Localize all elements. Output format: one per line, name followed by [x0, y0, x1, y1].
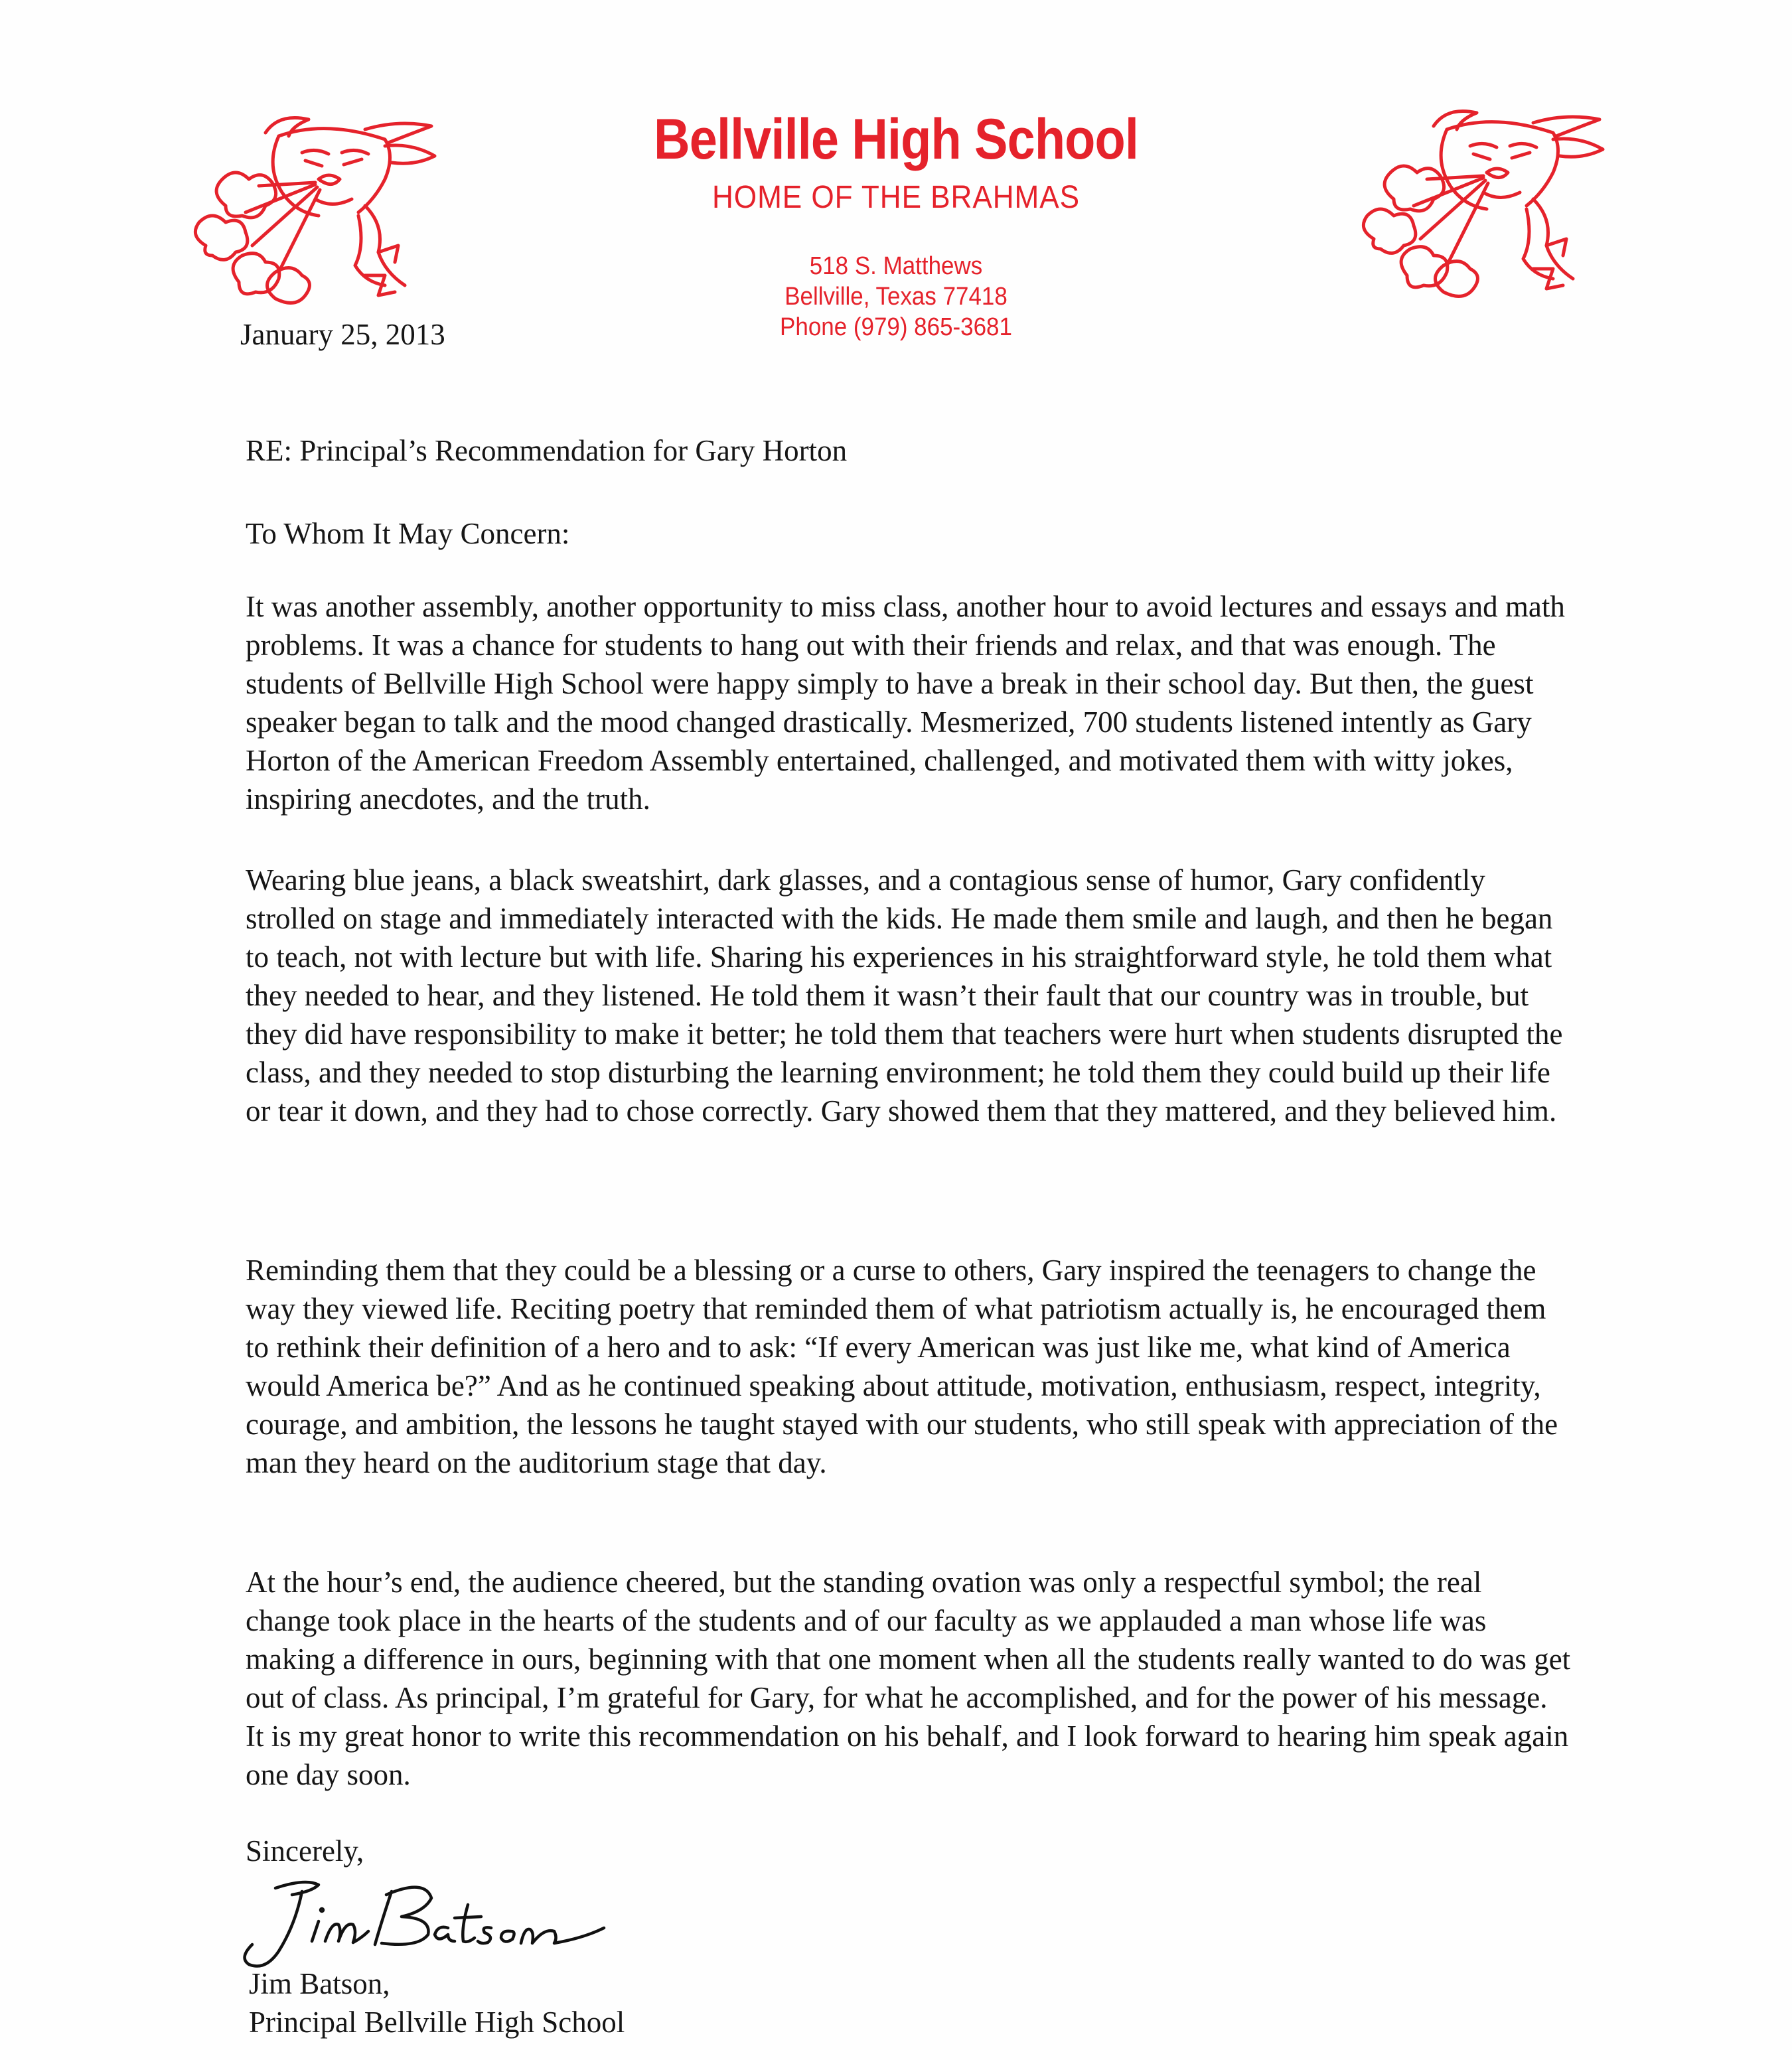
body-paragraph: At the hour’s end, the audience cheered, but the standing ovation was only a respectful symbol; the real change took place in the hearts of the students and of our faculty as we applauded a man whose life was making a difference in ours, beginning with that one moment when all the students really wanted to do was get out of class. As principal, I’m grateful for Gary, for what he accomplished, and for the power of his message. It is my great honor to write this recommendation on his behalf, and I look forward to hearing him speak again one day soon.	[246, 1566, 1571, 1791]
letterhead	[597, 106, 1195, 342]
body-paragraph: Wearing blue jeans, a black sweatshirt, dark glasses, and a contagious sense of humor, Gary confidently strolled on stage and immediately interacted with the kids. He made them smile and laugh, and then he began to teach, not with lecture but with life. Sharing his experiences in his straightforward style, he told them what they needed to hear, and they listened. He told them it wasn’t their fault that our country was in trouble, but they did have responsibility to make it better; he told them that teachers were hurt when students disrupted the class, and they needed to stop disturbing the learning environment; he told them they could build up their life or tear it down, and they had to chose correctly. Gary showed them that they mattered, and they believed him.	[246, 863, 1563, 1128]
address-phone: Phone (979) 865-3681	[780, 313, 1012, 341]
body-paragraph: It was another assembly, another opportunity to miss class, another hour to avoid lectures and essays and math problems. It was a chance for students to hang out with their friends and relax, and that was enough. The students of Bellville High School were happy simply to have a break in their school day. But then, the guest speaker began to talk and the mood changed drastically. Mesmerized, 700 students listened intently as Gary Horton of the American Freedom Assembly entertained, challenged, and motivated them with witty jokes, inspiring anecdotes, and the truth.	[246, 590, 1565, 816]
closing: Sincerely,	[246, 1834, 364, 1868]
address-block	[597, 251, 1195, 342]
address-street: 518 S. Matthews	[809, 252, 983, 280]
salutation: To Whom It May Concern:	[246, 517, 570, 550]
letter-date: January 25, 2013	[240, 318, 445, 351]
school-name: Bellville High School	[653, 108, 1139, 171]
brahma-bull-mascot-icon	[1334, 100, 1613, 312]
signer-title: Principal Bellville High School	[249, 2006, 625, 2039]
school-motto: HOME OF THE BRAHMAS	[711, 180, 1080, 215]
signer-block	[249, 1964, 625, 2041]
address-city: Bellville, Texas 77418	[784, 283, 1008, 311]
subject-line: RE: Principal’s Recommendation for Gary Horton	[246, 434, 848, 467]
signer-name: Jim Batson,	[249, 1967, 390, 2000]
body-paragraph: Reminding them that they could be a blessing or a curse to others, Gary inspired the teenagers to change the way they viewed life. Reciting poetry that reminded them of what patriotism actually is, he encouraged them to rethink their definition of a hero and to ask: “If every American was just like me, what kind of America would America be?” And as he continued speaking about attitude, motivation, enthusiasm, respect, integrity, courage, and ambition, the lessons he taught stayed with our students, who still speak with appreciation of the man they heard on the auditorium stage that day.	[246, 1254, 1558, 1479]
brahma-bull-mascot-icon	[166, 106, 445, 319]
handwritten-signature	[212, 1865, 611, 1978]
